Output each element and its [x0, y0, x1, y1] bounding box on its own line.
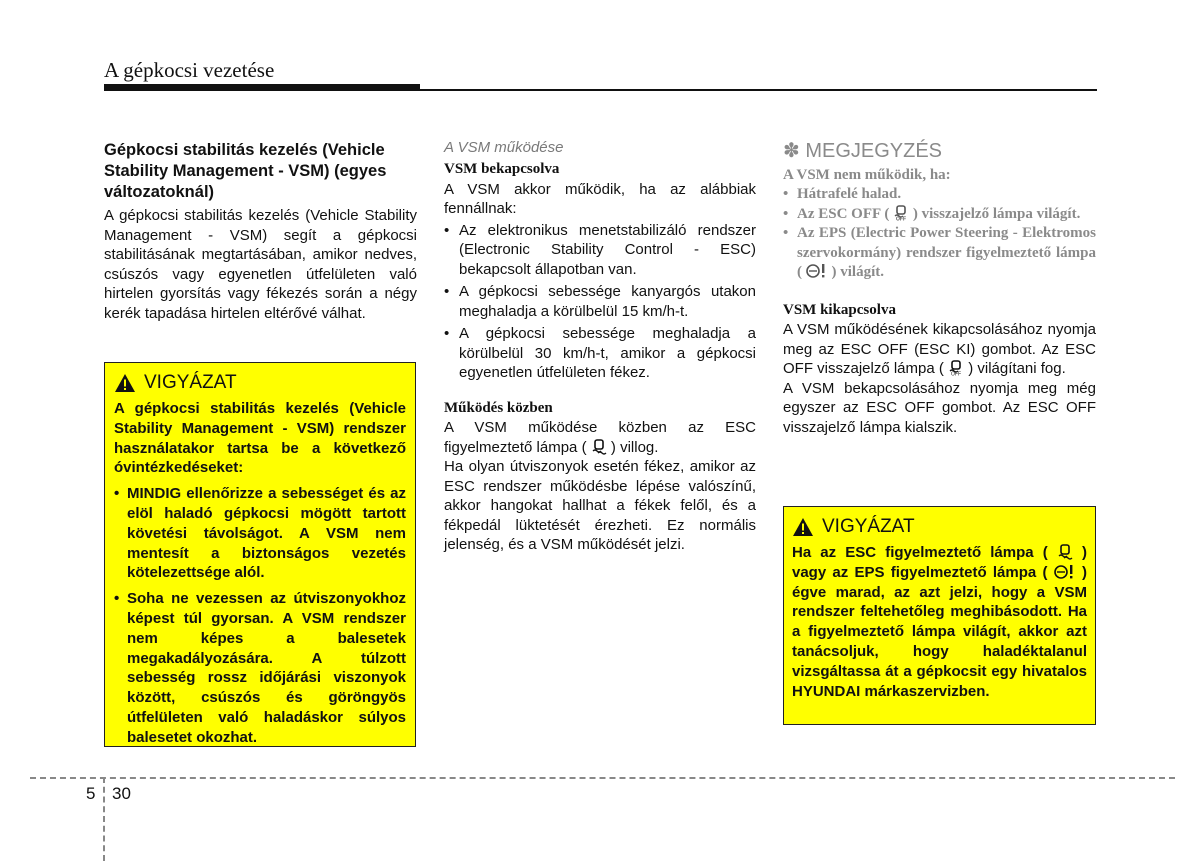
caution-label: VIGYÁZAT — [144, 372, 237, 393]
text-fragment: A VSM működésének kikapcsolásához nyomja meg az ESC OFF (ESC KI) gombot. Az ESC OFF visszajelző lámpa ( — [783, 321, 1096, 377]
caution-item: • MINDIG ellenőrizze a sebességet és az elöl haladó gépkocsi mögött tartott követési távolságot. A VSM nem mentesít a biztonságos vezetés kötelezettsége alól. — [114, 484, 406, 583]
header-rule-thin — [420, 89, 1097, 91]
warning-triangle-icon — [114, 373, 136, 393]
text-fragment: Az ESC OFF ( — [797, 205, 890, 222]
text-fragment: A VSM működése közben az ESC figyelmeztető lámpa ( — [444, 419, 756, 456]
note-subheading: A VSM nem működik, ha: — [783, 167, 951, 183]
eps-steering-warning-icon — [1054, 564, 1076, 580]
column-left — [104, 140, 417, 323]
condition-item: • A gépkocsi sebessége meghaladja a körülbelül 30 km/h-t, amikor a gépkocsi egyenetlen útfelületen fékez. — [444, 324, 756, 383]
warning-triangle-icon — [792, 517, 814, 537]
text-fragment: ) villog. — [610, 438, 659, 456]
text-fragment: ) égve marad, az azt jelzi, hogy a VSM rendszer feltehetőleg meghibásodott. Ha a figyelmeztető lámpa világít, akkor azt tanácsoljuk, hogy haladéktalanul vizsgáltassa át a gépkocsit egy hivatalos HYUNDAI márkaszervizben. — [792, 563, 1087, 700]
caution-box-right — [783, 506, 1096, 725]
footer-vertical-divider — [103, 777, 105, 861]
note-asterisk-icon: ✽ — [783, 140, 800, 162]
esc-off-icon — [893, 205, 909, 221]
footer-divider — [30, 777, 1175, 779]
svg-text:OFF: OFF — [896, 216, 907, 221]
note-list — [783, 185, 1096, 283]
svg-text:OFF: OFF — [951, 371, 962, 376]
condition-item: • A gépkocsi sebessége kanyargós utakon meghaladja a körülbelül 15 km/h-t. — [444, 282, 756, 321]
section-title: Gépkocsi stabilitás kezelés (Vehicle Stability Management - VSM) (egyes változatoknál) — [104, 141, 387, 201]
braking-paragraph: Ha olyan útviszonyok esetén fékez, amikor az ESC rendszer működésbe lépése valószínű, akkor hangokat hallhat a fékek felől, és a fékpedál lüktetését érezheti. Ez normális jelenség, és a VSM működését jelzi. — [444, 458, 756, 553]
text-fragment: ) vagy az EPS figyelmeztető lámpa ( — [792, 544, 1087, 581]
caution-item: • Soha ne vezessen az útviszonyokhoz képest túl gyorsan. A VSM rendszer nem képes a balesetek megakadályozására. A túlzott sebesség rossz időjárási viszonyok között, csúszós és göröngyös útfelületen való haladáskor súlyos balesetet okozhat. — [114, 589, 406, 747]
esc-off-icon — [948, 360, 964, 376]
caution-text — [792, 543, 1087, 701]
text-fragment: ) világít. — [831, 264, 884, 280]
vsm-conditions-list — [444, 221, 756, 383]
note-item: • Hátrafelé halad. — [783, 185, 1096, 205]
caution-list — [114, 484, 406, 747]
vsm-off-paragraph — [783, 320, 1096, 379]
caution-label: VIGYÁZAT — [822, 516, 915, 537]
text-fragment: ) visszajelző lámpa világít. — [912, 205, 1081, 222]
vsm-off-heading: VSM kikapcsolva — [783, 301, 896, 318]
page-number: 30 — [112, 784, 131, 803]
caution-box-left — [104, 362, 416, 747]
vsm-on-again-paragraph: A VSM bekapcsolásához nyomja meg még egyszer az ESC OFF gombot. Az ESC OFF visszajelző lámpa kialszik. — [783, 379, 1096, 436]
eps-steering-warning-icon — [806, 263, 828, 279]
column-middle — [444, 140, 756, 555]
in-operation-paragraph — [444, 418, 756, 457]
condition-item: • Az elektronikus menetstabilizáló rendszer (Electronic Stability Control - ESC) bekapcsolt állapotban van. — [444, 221, 756, 280]
note-item — [783, 224, 1096, 283]
subsection-italic-heading: A VSM működése — [444, 139, 564, 156]
intro-paragraph: A gépkocsi stabilitás kezelés (Vehicle Stability Management - VSM) segít a gépkocsi stabilitásának megtartásában, amikor nedves, csúszós vagy egyenetlen útfelületen való hirtelen gyorsítás vagy fékezés során a négy kerék tapadása hirtelen eltérővé válhat. — [104, 207, 417, 322]
text-fragment: Ha az ESC figyelmeztető lámpa ( — [792, 544, 1048, 561]
caution-heading — [792, 515, 1087, 539]
note-item — [783, 205, 1096, 225]
esc-skid-car-icon — [1057, 544, 1073, 560]
note-heading — [783, 140, 1096, 162]
esc-skid-car-icon — [591, 439, 607, 455]
note-label: MEGJEGYZÉS — [805, 140, 943, 162]
vsm-on-heading: VSM bekapcsolva — [444, 161, 560, 177]
text-fragment: Az EPS (Electric Power Steering - Elektromos szervokormány) rendszer figyelmeztető lámpa ( — [797, 225, 1096, 280]
page-header-title: A gépkocsi vezetése — [104, 58, 275, 82]
vsm-on-paragraph: A VSM akkor működik, ha az alábbiak fennállnak: — [444, 180, 756, 217]
chapter-number: 5 — [86, 784, 96, 803]
caution-intro: A gépkocsi stabilitás kezelés (Vehicle Stability Management - VSM) rendszer használatakor tartsa be a következő óvintézkedéseket: — [114, 400, 406, 477]
in-operation-heading: Működés közben — [444, 399, 553, 416]
header-rule-thick — [104, 84, 420, 91]
column-right — [783, 140, 1096, 437]
caution-heading — [114, 371, 406, 395]
text-fragment: ) világítani fog. — [968, 360, 1066, 377]
